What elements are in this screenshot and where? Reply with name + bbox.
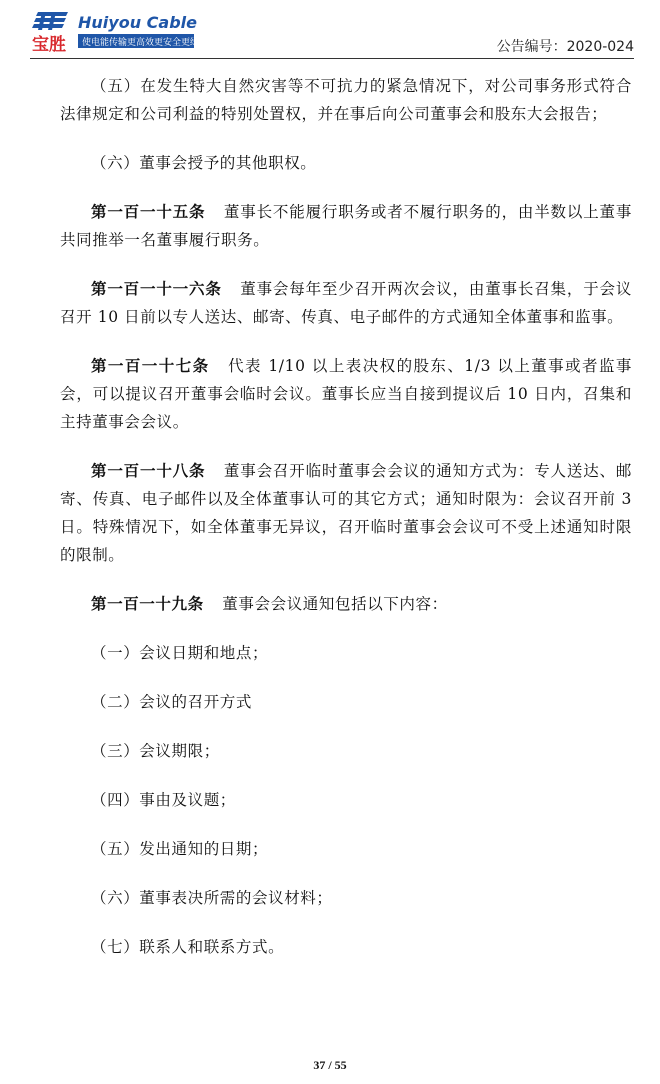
article-number: 第一百一十七条: [91, 356, 210, 375]
article-paragraph: [60, 590, 632, 618]
clause-paragraph: [60, 835, 632, 863]
article-number: 第一百一十五条: [91, 202, 206, 221]
announcement-number: 公告编号：2020-024: [496, 39, 634, 55]
clause-paragraph: [60, 639, 632, 667]
clause-paragraph: [60, 72, 632, 128]
paragraph-text: 董事长不能履行职务或者不履行职务的，由半数以上董事共同推举一名董事履行职务。: [60, 203, 632, 249]
header-divider: [30, 58, 634, 59]
logo-slogan-text: 使电能传输更高效更安全更绿色: [82, 38, 200, 48]
paragraph-text: 代表 1/10 以上表决权的股东、1/3 以上董事或者监事会，可以提议召开董事会临时会议。董事长应当自接到提议后 10 日内，召集和主持董事会会议。: [60, 357, 633, 431]
article-paragraph: [60, 457, 632, 569]
paragraph-text: （六）董事表决所需的会议材料；: [91, 889, 333, 907]
paragraph-text: 董事会召开临时董事会会议的通知方式为：专人送达、邮寄、传真、电子邮件以及全体董事认可的其它方式；通知时限为：会议召开前 3 日。特殊情况下，如全体董事无异议，召开临时董事会会议可不受上述通知时限的限制。: [60, 462, 632, 564]
article-paragraph: [60, 352, 632, 436]
paragraph-text: 董事会每年至少召开两次会议，由董事长召集，于会议召开 10 日前以专人送达、邮寄、传真、电子邮件的方式通知全体董事和监事。: [60, 280, 632, 326]
clause-paragraph: [60, 786, 632, 814]
company-logo: [30, 10, 200, 54]
article-paragraph: [60, 198, 632, 254]
paragraph-text: （五）在发生特大自然灾害等不可抗力的紧急情况下，对公司事务形式符合法律规定和公司利益的特别处置权，并在事后向公司董事会和股东大会报告；: [60, 77, 632, 123]
paragraph-text: （六）董事会授予的其他职权。: [91, 154, 317, 172]
page-header: [30, 10, 634, 56]
paragraph-text: （四）事由及议题；: [91, 791, 236, 809]
page-number: 37 / 55: [313, 1058, 347, 1072]
article-number: 第一百一十八条: [91, 461, 206, 480]
document-body: [60, 72, 632, 982]
clause-paragraph: [60, 149, 632, 177]
article-paragraph: [60, 275, 632, 331]
paragraph-text: （五）发出通知的日期；: [91, 840, 269, 858]
paragraph-text: （三）会议期限；: [91, 742, 220, 760]
clause-paragraph: [60, 933, 632, 961]
article-number: 第一百一十一六条: [91, 279, 222, 298]
clause-paragraph: [60, 688, 632, 716]
paragraph-text: （一）会议日期和地点；: [91, 644, 269, 662]
logo-en-text: Huiyou Cable: [78, 13, 197, 32]
logo-graphic: [30, 10, 200, 54]
paragraph-text: （七）联系人和联系方式。: [91, 938, 285, 956]
paragraph-text: （二）会议的召开方式: [91, 693, 253, 711]
clause-paragraph: [60, 884, 632, 912]
clause-paragraph: [60, 737, 632, 765]
article-number: 第一百一十九条: [91, 594, 204, 613]
paragraph-text: 董事会会议通知包括以下内容：: [222, 595, 448, 613]
logo-cn-text: 宝胜: [32, 35, 66, 54]
